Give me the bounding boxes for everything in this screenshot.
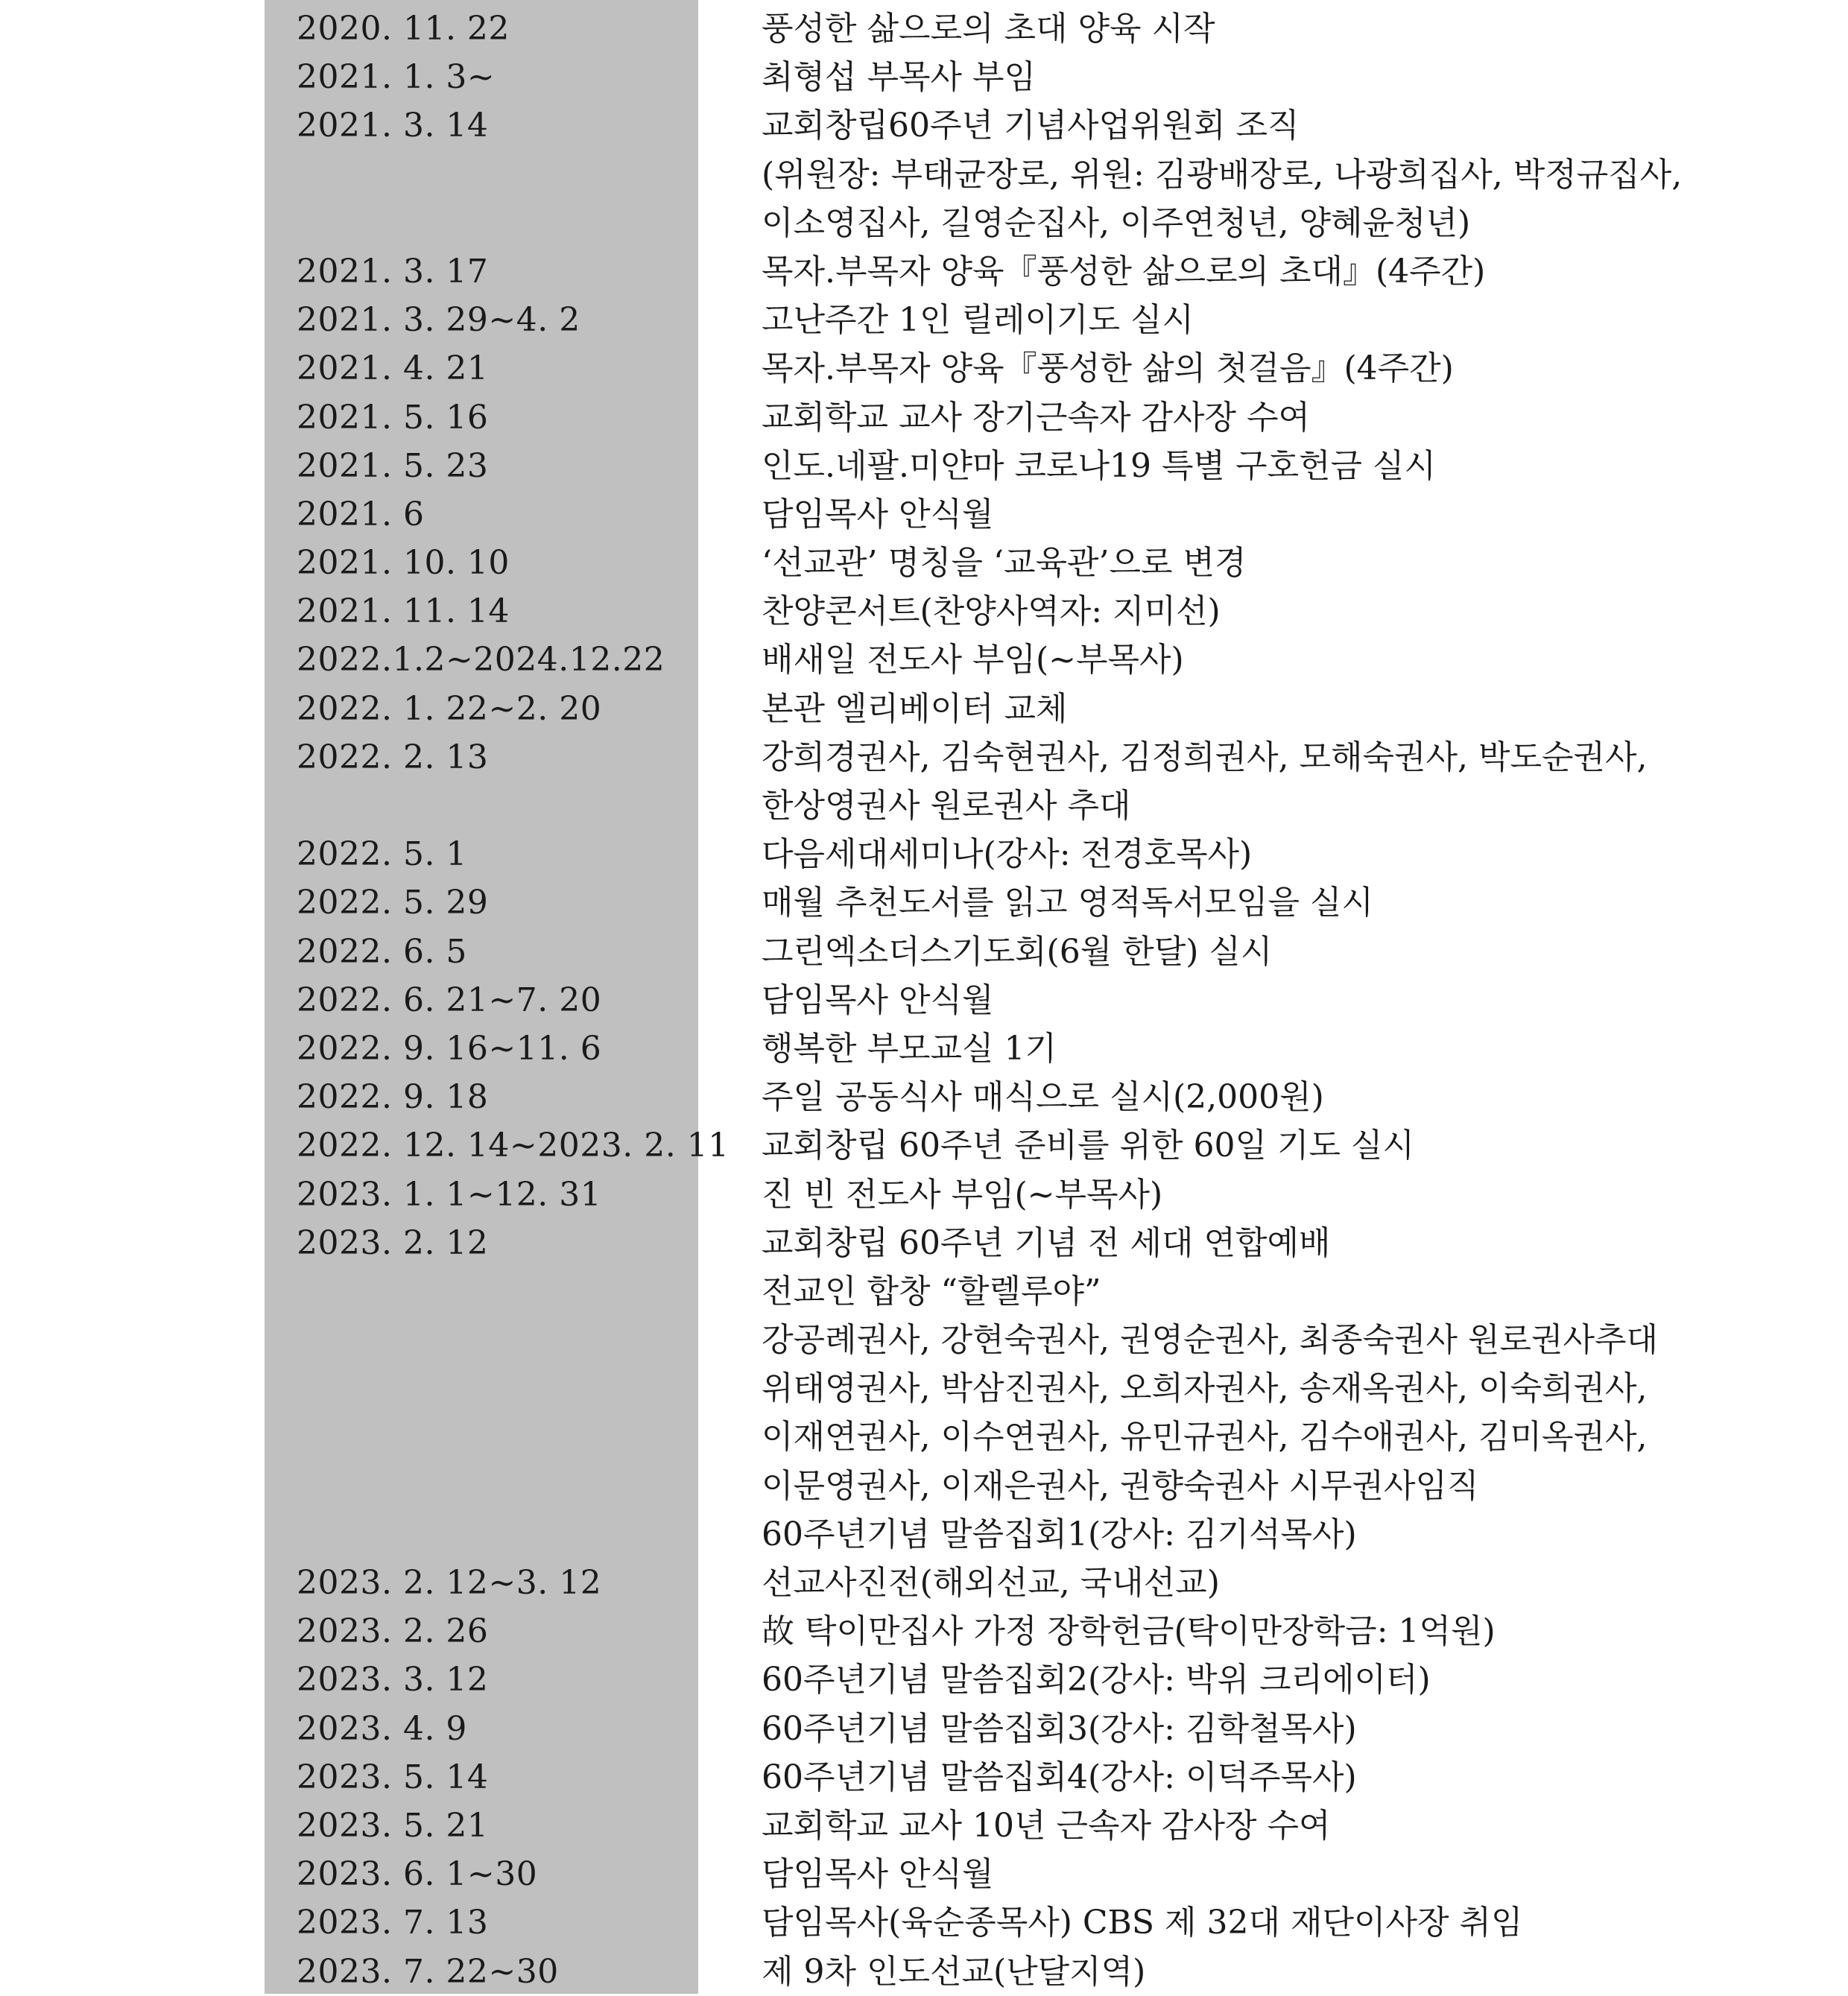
timeline-date: 2023. 5. 21	[297, 1806, 489, 1845]
timeline-event: 위태영권사, 박삼진권사, 오희자권사, 송재옥권사, 이숙희권사,	[762, 1369, 1648, 1408]
timeline-event: 담임목사(육순종목사) CBS 제 32대 재단이사장 취임	[762, 1904, 1523, 1942]
timeline-event: (위원장: 부태균장로, 위원: 김광배장로, 나광희집사, 박정규집사,	[762, 155, 1683, 194]
timeline-row	[0, 1219, 1848, 1267]
timeline-row	[0, 1510, 1848, 1559]
timeline-row	[0, 1170, 1848, 1219]
timeline-row	[0, 442, 1848, 490]
timeline-row	[0, 296, 1848, 344]
timeline-row	[0, 199, 1848, 247]
timeline-event: 강공례권사, 강현숙권사, 권영순권사, 최종숙권사 원로권사추대	[762, 1321, 1659, 1360]
timeline-row	[0, 587, 1848, 636]
timeline-row	[0, 101, 1848, 150]
timeline-date: 2023. 4. 9	[297, 1709, 467, 1748]
timeline-date: 2023. 3. 12	[297, 1661, 489, 1699]
timeline-event: 담임목사 안식월	[762, 980, 994, 1019]
timeline-date: 2021. 4. 21	[297, 349, 489, 388]
timeline-event: 담임목사 안식월	[762, 495, 994, 533]
timeline-event: 풍성한 삶으로의 초대 양육 시작	[762, 10, 1215, 48]
timeline-row	[0, 1413, 1848, 1461]
timeline-row	[0, 1121, 1848, 1170]
timeline-date: 2023. 1. 1~12. 31	[297, 1175, 602, 1214]
timeline-row	[0, 976, 1848, 1024]
timeline-event: 다음세대세미나(강사: 전경호목사)	[762, 835, 1253, 874]
timeline-date: 2023. 6. 1~30	[297, 1855, 538, 1894]
timeline-event: 강희경권사, 김숙현권사, 김정희권사, 모해숙권사, 박도순권사,	[762, 738, 1648, 776]
timeline-event: 고난주간 1인 릴레이기도 실시	[762, 301, 1194, 340]
timeline-event: 목자.부목자 양육『풍성한 삶으로의 초대』(4주간)	[762, 252, 1486, 291]
timeline-row	[0, 878, 1848, 927]
timeline-date: 2022. 5. 29	[297, 884, 489, 922]
timeline-date: 2021. 5. 16	[297, 398, 489, 437]
timeline-event: 교회창립 60주년 준비를 위한 60일 기도 실시	[762, 1127, 1414, 1165]
timeline-date: 2022. 5. 1	[297, 835, 467, 874]
timeline-event: 교회창립 60주년 기념 전 세대 연합예배	[762, 1223, 1331, 1262]
timeline-row	[0, 830, 1848, 878]
timeline-event: 60주년기념 말씀집회1(강사: 김기석목사)	[762, 1515, 1357, 1553]
timeline-row	[0, 151, 1848, 199]
timeline-event: 60주년기념 말씀집회4(강사: 이덕주목사)	[762, 1758, 1357, 1796]
timeline-date: 2023. 2. 26	[297, 1612, 489, 1651]
timeline-event: 선교사진전(해외선교, 국내선교)	[762, 1564, 1220, 1602]
timeline-row	[0, 539, 1848, 587]
timeline-event: 매월 추천도서를 읽고 영적독서모임을 실시	[762, 884, 1374, 922]
timeline-date: 2021. 5. 23	[297, 446, 489, 485]
timeline-row	[0, 685, 1848, 733]
timeline-date: 2021. 11. 14	[297, 592, 510, 631]
timeline-event: 이문영권사, 이재은권사, 권향숙권사 시무권사임직	[762, 1466, 1479, 1505]
timeline-row	[0, 1656, 1848, 1704]
timeline-date: 2021. 10. 10	[297, 544, 510, 583]
timeline-date: 2022. 1. 22~2. 20	[297, 689, 602, 728]
timeline-event: 교회학교 교사 장기근속자 감사장 수여	[762, 398, 1311, 437]
timeline-date: 2022. 6. 21~7. 20	[297, 980, 602, 1019]
timeline-row	[0, 928, 1848, 976]
timeline-event: 본관 엘리베이터 교체	[762, 689, 1068, 728]
timeline-list	[0, 4, 1848, 1996]
timeline-row	[0, 1316, 1848, 1364]
timeline-date: 2021. 3. 29~4. 2	[297, 301, 580, 340]
timeline-row	[0, 1267, 1848, 1316]
timeline-row	[0, 4, 1848, 53]
timeline-date: 2022.1.2~2024.12.22	[297, 641, 665, 679]
timeline-row	[0, 1753, 1848, 1802]
timeline-event: 이재연권사, 이수연권사, 유민규권사, 김수애권사, 김미옥권사,	[762, 1418, 1648, 1457]
timeline-date: 2022. 12. 14~2023. 2. 11	[297, 1127, 730, 1165]
timeline-row	[0, 53, 1848, 101]
timeline-row	[0, 733, 1848, 782]
timeline-date: 2022. 2. 13	[297, 738, 489, 776]
timeline-event: 인도.네팔.미얀마 코로나19 특별 구호헌금 실시	[762, 446, 1436, 485]
timeline-event: 60주년기념 말씀집회3(강사: 김학철목사)	[762, 1709, 1357, 1748]
timeline-event: 찬양콘서트(찬양사역자: 지미선)	[762, 592, 1221, 631]
timeline-event: 故 탁이만집사 가정 장학헌금(탁이만장학금: 1억원)	[762, 1612, 1496, 1651]
timeline-row	[0, 1559, 1848, 1607]
timeline-event: 교회학교 교사 10년 근속자 감사장 수여	[762, 1806, 1331, 1845]
timeline-row	[0, 1364, 1848, 1413]
timeline-event: 전교인 합창 “할렐루야”	[762, 1272, 1101, 1311]
timeline-event: 그린엑소더스기도회(6월 한달) 실시	[762, 932, 1273, 971]
timeline-date: 2023. 7. 13	[297, 1904, 489, 1942]
timeline-event: 진 빈 전도사 부임(~부목사)	[762, 1175, 1163, 1214]
timeline-row	[0, 782, 1848, 830]
timeline-event: 한상영권사 원로권사 추대	[762, 787, 1131, 825]
timeline-row	[0, 344, 1848, 393]
timeline-date: 2023. 2. 12~3. 12	[297, 1564, 602, 1602]
timeline-row	[0, 1073, 1848, 1121]
timeline-event: 배새일 전도사 부임(~부목사)	[762, 641, 1184, 679]
timeline-event: 교회창립60주년 기념사업위원회 조직	[762, 107, 1300, 145]
timeline-row	[0, 1898, 1848, 1947]
timeline-event: 목자.부목자 양육『풍성한 삶의 첫걸음』(4주간)	[762, 349, 1454, 388]
timeline-row	[0, 1607, 1848, 1656]
timeline-date: 2021. 3. 14	[297, 107, 489, 145]
timeline-event: 담임목사 안식월	[762, 1855, 994, 1894]
timeline-date: 2021. 6	[297, 495, 425, 533]
timeline-row	[0, 1024, 1848, 1073]
timeline-event: 60주년기념 말씀집회2(강사: 박위 크리에이터)	[762, 1661, 1431, 1699]
timeline-event: 최형섭 부목사 부임	[762, 58, 1037, 97]
timeline-date: 2020. 11. 22	[297, 10, 510, 48]
timeline-date: 2023. 5. 14	[297, 1758, 489, 1796]
timeline-event: 행복한 부모교실 1기	[762, 1029, 1057, 1068]
timeline-date: 2022. 9. 18	[297, 1078, 489, 1117]
timeline-event: ‘선교관’ 명칭을 ‘교육관’으로 변경	[762, 544, 1247, 583]
timeline-row	[0, 393, 1848, 442]
timeline-row	[0, 490, 1848, 539]
timeline-event: 제 9차 인도선교(난달지역)	[762, 1952, 1146, 1991]
timeline-date: 2021. 1. 3~	[297, 58, 496, 97]
timeline-row	[0, 1462, 1848, 1510]
timeline-date: 2021. 3. 17	[297, 252, 489, 291]
timeline-row	[0, 1850, 1848, 1898]
timeline-row	[0, 1705, 1848, 1753]
timeline-date: 2022. 6. 5	[297, 932, 467, 971]
timeline-row	[0, 1802, 1848, 1850]
timeline-date: 2023. 7. 22~30	[297, 1952, 559, 1991]
timeline-event: 주일 공동식사 매식으로 실시(2,000원)	[762, 1078, 1324, 1117]
timeline-date: 2023. 2. 12	[297, 1223, 489, 1262]
timeline-row	[0, 1948, 1848, 1996]
timeline-row	[0, 636, 1848, 684]
timeline-row	[0, 247, 1848, 296]
timeline-date: 2022. 9. 16~11. 6	[297, 1029, 602, 1068]
timeline-event: 이소영집사, 길영순집사, 이주연청년, 양혜윤청년)	[762, 203, 1471, 242]
